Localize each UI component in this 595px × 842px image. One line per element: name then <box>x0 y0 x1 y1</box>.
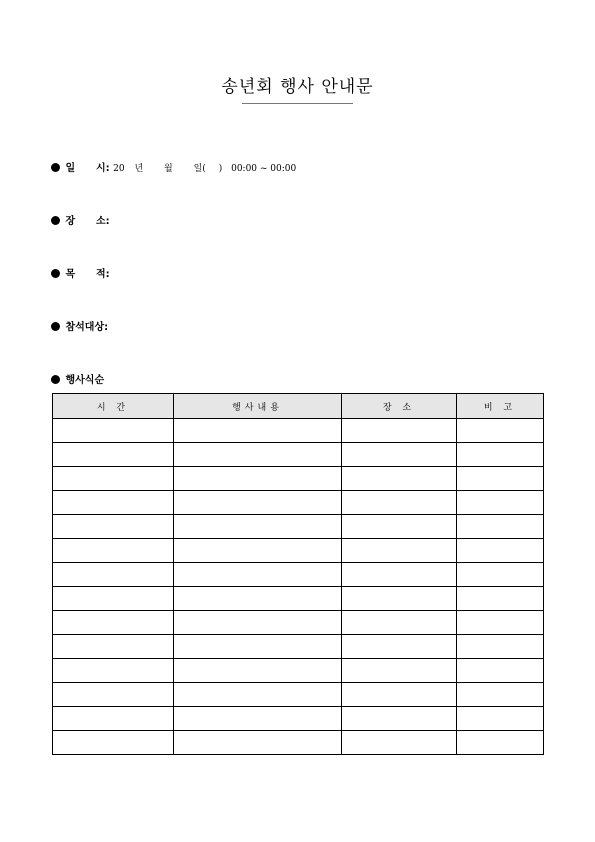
table-row <box>53 731 544 755</box>
time-cell[interactable] <box>53 659 174 683</box>
bullet-icon <box>51 269 60 278</box>
time-cell[interactable] <box>53 707 174 731</box>
bullet-icon <box>51 375 60 384</box>
place-cell[interactable] <box>342 467 457 491</box>
content-cell[interactable] <box>174 443 342 467</box>
table-row <box>53 563 544 587</box>
bullet-icon <box>51 163 60 172</box>
place-field <box>51 214 110 230</box>
content-cell[interactable] <box>174 683 342 707</box>
month-unit: 월 <box>164 164 173 174</box>
time-cell[interactable] <box>53 587 174 611</box>
date-label-b: 시: <box>95 163 110 174</box>
note-cell[interactable] <box>457 635 544 659</box>
year-prefix: 20 <box>113 164 125 174</box>
column-header-time: 시 간 <box>53 394 174 419</box>
note-cell[interactable] <box>457 443 544 467</box>
note-cell[interactable] <box>457 611 544 635</box>
table-header-row <box>53 394 544 419</box>
table-row <box>53 707 544 731</box>
purpose-field <box>51 267 110 283</box>
time-range: 00:00 ~ 00:00 <box>231 164 297 174</box>
content-cell[interactable] <box>174 659 342 683</box>
time-cell[interactable] <box>53 731 174 755</box>
attendees-field <box>51 320 108 336</box>
content-cell[interactable] <box>174 611 342 635</box>
column-header-place: 장 소 <box>342 394 457 419</box>
time-cell[interactable] <box>53 443 174 467</box>
note-cell[interactable] <box>457 419 544 443</box>
schedule-heading <box>51 373 104 389</box>
table-row <box>53 515 544 539</box>
content-cell[interactable] <box>174 419 342 443</box>
time-cell[interactable] <box>53 635 174 659</box>
place-cell[interactable] <box>342 587 457 611</box>
title-underline <box>242 103 353 104</box>
content-cell[interactable] <box>174 563 342 587</box>
place-cell[interactable] <box>342 515 457 539</box>
place-cell[interactable] <box>342 707 457 731</box>
time-cell[interactable] <box>53 515 174 539</box>
content-cell[interactable] <box>174 539 342 563</box>
content-cell[interactable] <box>174 635 342 659</box>
table-row <box>53 659 544 683</box>
year-unit: 년 <box>134 164 144 174</box>
place-label-b: 소: <box>95 216 110 227</box>
content-cell[interactable] <box>174 707 342 731</box>
place-cell[interactable] <box>342 635 457 659</box>
column-header-content: 행사내용 <box>174 394 342 419</box>
note-cell[interactable] <box>457 467 544 491</box>
day-unit: 일( <box>193 164 206 174</box>
bullet-icon <box>51 216 60 225</box>
schedule-table <box>52 393 544 755</box>
content-cell[interactable] <box>174 467 342 491</box>
table-row <box>53 419 544 443</box>
content-cell[interactable] <box>174 491 342 515</box>
table-row <box>53 467 544 491</box>
place-label-a: 장 <box>65 216 76 227</box>
page-title: 송년회 행사 안내문 <box>221 77 374 97</box>
time-cell[interactable] <box>53 611 174 635</box>
note-cell[interactable] <box>457 563 544 587</box>
place-cell[interactable] <box>342 539 457 563</box>
table-row <box>53 491 544 515</box>
place-cell[interactable] <box>342 419 457 443</box>
place-cell[interactable] <box>342 563 457 587</box>
time-cell[interactable] <box>53 419 174 443</box>
table-row <box>53 611 544 635</box>
place-cell[interactable] <box>342 683 457 707</box>
time-cell[interactable] <box>53 467 174 491</box>
note-cell[interactable] <box>457 539 544 563</box>
place-cell[interactable] <box>342 731 457 755</box>
content-cell[interactable] <box>174 587 342 611</box>
note-cell[interactable] <box>457 683 544 707</box>
table-row <box>53 587 544 611</box>
column-header-note: 비 고 <box>457 394 544 419</box>
time-cell[interactable] <box>53 539 174 563</box>
purpose-label-a: 목 <box>65 269 76 280</box>
note-cell[interactable] <box>457 707 544 731</box>
table-row <box>53 683 544 707</box>
date-field <box>51 161 296 177</box>
date-label-a: 일 <box>65 163 76 174</box>
purpose-label-b: 적: <box>95 269 110 280</box>
time-cell[interactable] <box>53 683 174 707</box>
schedule-label: 행사식순 <box>65 375 105 386</box>
schedule-body <box>53 419 544 755</box>
note-cell[interactable] <box>457 731 544 755</box>
table-row <box>53 635 544 659</box>
content-cell[interactable] <box>174 731 342 755</box>
bullet-icon <box>51 322 60 331</box>
content-cell[interactable] <box>174 515 342 539</box>
place-cell[interactable] <box>342 659 457 683</box>
note-cell[interactable] <box>457 491 544 515</box>
table-row <box>53 443 544 467</box>
date-value[interactable] <box>113 164 296 174</box>
table-row <box>53 539 544 563</box>
time-cell[interactable] <box>53 491 174 515</box>
paren-close: ) <box>218 164 223 174</box>
note-cell[interactable] <box>457 515 544 539</box>
place-cell[interactable] <box>342 443 457 467</box>
place-cell[interactable] <box>342 611 457 635</box>
place-cell[interactable] <box>342 491 457 515</box>
note-cell[interactable] <box>457 587 544 611</box>
note-cell[interactable] <box>457 659 544 683</box>
time-cell[interactable] <box>53 563 174 587</box>
attendees-label: 참석대상: <box>65 322 109 333</box>
